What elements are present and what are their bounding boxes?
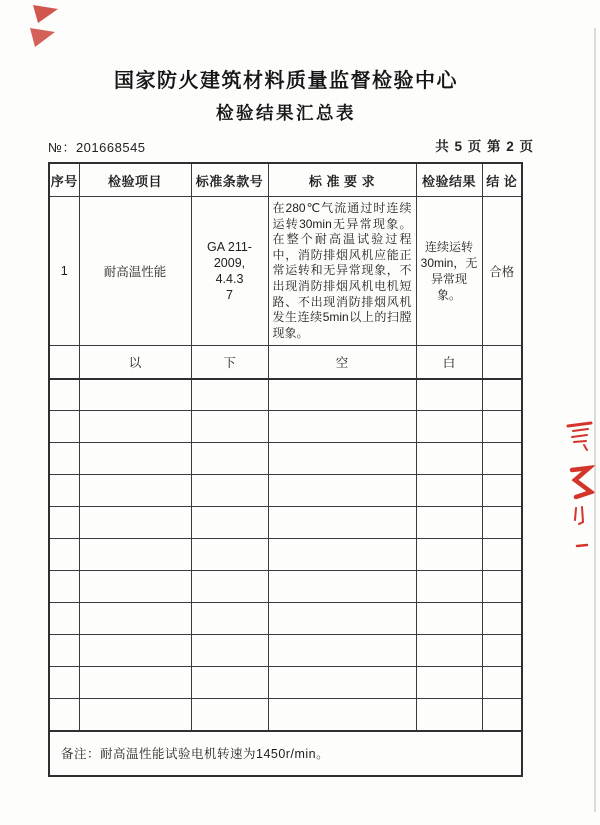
cell-item: 耐高温性能 [79, 197, 191, 346]
empty-cell [79, 539, 191, 571]
empty-cell [416, 379, 482, 411]
empty-cell [191, 475, 268, 507]
empty-cell [49, 443, 79, 475]
empty-cell [268, 443, 416, 475]
empty-cell [79, 379, 191, 411]
doc-title: 检验结果汇总表 [216, 103, 356, 123]
blank-notice-char: 下 [191, 346, 268, 379]
empty-cell [79, 507, 191, 539]
empty-cell [482, 443, 522, 475]
empty-cell [268, 507, 416, 539]
empty-cell [79, 443, 191, 475]
empty-table-row [49, 699, 522, 731]
empty-cell [268, 571, 416, 603]
cell-result: 连续运转30min，无异常现象。 [416, 197, 482, 346]
empty-cell [482, 571, 522, 603]
empty-cell [416, 699, 482, 731]
cell-seq: 1 [49, 197, 79, 346]
empty-cell [268, 667, 416, 699]
empty-cell [416, 411, 482, 443]
title-block [0, 64, 572, 125]
blank-notice-char: 以 [79, 346, 191, 379]
blank-notice-row [49, 346, 522, 379]
empty-cell [416, 603, 482, 635]
header-conclusion: 结 论 [482, 163, 522, 197]
empty-cell [268, 603, 416, 635]
empty-cell [482, 411, 522, 443]
empty-cell [49, 667, 79, 699]
empty-cell [416, 507, 482, 539]
empty-cell [191, 635, 268, 667]
empty-cell [49, 411, 79, 443]
header-requirement: 标 准 要 求 [268, 163, 416, 197]
empty-cell [191, 667, 268, 699]
document-number [48, 137, 146, 156]
empty-cell [482, 635, 522, 667]
empty-cell [49, 475, 79, 507]
clause-line: 4.4.3 [215, 272, 244, 287]
empty-cell [191, 603, 268, 635]
cell-clause [191, 197, 268, 346]
blank-notice-char: 空 [268, 346, 416, 379]
empty-cell [79, 603, 191, 635]
red-corner-mark-icon [26, 2, 66, 50]
table-header-row [49, 163, 522, 197]
header-result: 检验结果 [416, 163, 482, 197]
empty-table-row [49, 603, 522, 635]
cell-conclusion: 合格 [482, 197, 522, 346]
empty-cell [49, 603, 79, 635]
empty-table-row [49, 411, 522, 443]
empty-cell [191, 507, 268, 539]
empty-cell [79, 571, 191, 603]
empty-cell [482, 667, 522, 699]
empty-cell [416, 475, 482, 507]
empty-table-row [49, 379, 522, 411]
empty-cell [482, 379, 522, 411]
empty-cell [79, 411, 191, 443]
empty-cell [79, 699, 191, 731]
cell-requirement: 在280℃气流通过时连续运转30min无异常现象。在整个耐高温试验过程中，消防排烟风机应能正常运转和无异常现象，不出现消防排烟风机电机短路、不出现消防排烟风机发生连续5min以上的扫膛现象。 [268, 197, 416, 346]
empty-table-row [49, 635, 522, 667]
empty-table-row [49, 667, 522, 699]
empty-cell [268, 379, 416, 411]
empty-cell [49, 635, 79, 667]
page-indicator: 共 5 页 第 2 页 [435, 139, 534, 154]
empty-cell [482, 507, 522, 539]
empty-cell [49, 571, 79, 603]
empty-cell [49, 539, 79, 571]
empty-cell [268, 699, 416, 731]
empty-cell [191, 571, 268, 603]
blank-cell [482, 346, 522, 379]
document-number-label: №： [48, 140, 76, 155]
empty-table-row [49, 443, 522, 475]
empty-cell [191, 539, 268, 571]
empty-cell [416, 635, 482, 667]
blank-notice-char: 白 [416, 346, 482, 379]
results-table-container [48, 162, 521, 777]
empty-cell [49, 507, 79, 539]
empty-cell [191, 699, 268, 731]
document-number-value: 201668545 [75, 140, 146, 155]
empty-cell [49, 379, 79, 411]
results-table [48, 162, 523, 777]
table-row [49, 197, 522, 346]
empty-cell [191, 379, 268, 411]
empty-cell [79, 635, 191, 667]
org-title: 国家防火建筑材料质量监督检验中心 [114, 70, 458, 92]
empty-table-row [49, 507, 522, 539]
empty-cell [191, 443, 268, 475]
empty-cell [268, 539, 416, 571]
header-seq: 序号 [49, 163, 79, 197]
remark-cell: 备注：耐高温性能试验电机转速为1450r/min。 [49, 731, 522, 776]
blank-cell [49, 346, 79, 379]
clause-line: GA 211- [207, 240, 252, 255]
empty-cell [416, 443, 482, 475]
empty-table-row [49, 475, 522, 507]
empty-rows [49, 379, 522, 731]
empty-cell [416, 539, 482, 571]
clause-line: 7 [226, 288, 233, 303]
header-item: 检验项目 [79, 163, 191, 197]
empty-cell [268, 475, 416, 507]
empty-cell [79, 475, 191, 507]
empty-cell [482, 475, 522, 507]
empty-cell [482, 539, 522, 571]
empty-cell [79, 667, 191, 699]
empty-cell [268, 635, 416, 667]
empty-cell [482, 699, 522, 731]
red-annotation-icon [560, 415, 598, 560]
clause-line: 2009, [213, 256, 246, 271]
header-clause: 标准条款号 [191, 163, 268, 197]
empty-cell [416, 667, 482, 699]
page-edge-shadow [594, 28, 596, 812]
empty-cell [482, 603, 522, 635]
remark-row [49, 731, 522, 776]
empty-table-row [49, 539, 522, 571]
empty-cell [268, 411, 416, 443]
empty-table-row [49, 571, 522, 603]
empty-cell [191, 411, 268, 443]
empty-cell [49, 699, 79, 731]
empty-cell [416, 571, 482, 603]
